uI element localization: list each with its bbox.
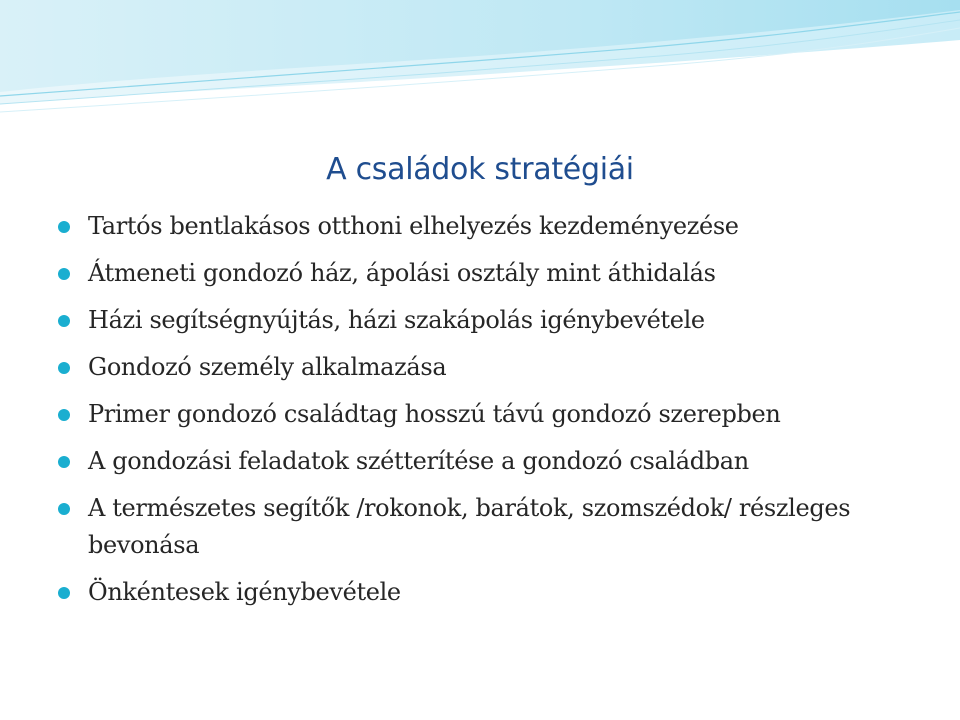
bullet-text: Primer gondozó családtag hosszú távú gondozó szerepben — [88, 400, 781, 428]
bullet-text: Házi segítségnyújtás, házi szakápolás igénybevétele — [88, 306, 705, 334]
bullet-item — [58, 443, 938, 480]
bullet-list — [58, 208, 938, 621]
bullet-item — [58, 302, 938, 339]
bullet-item — [58, 349, 938, 386]
bullet-text: Átmeneti gondozó ház, ápolási osztály mint áthidalás — [88, 259, 716, 287]
bullet-item — [58, 255, 938, 292]
bullet-text: A természetes segítők /rokonok, barátok, szomszédok/ részleges bevonása — [88, 494, 851, 559]
bullet-item — [58, 208, 938, 245]
bullet-text: Önkéntesek igénybevétele — [88, 578, 401, 606]
bullet-text: A gondozási feladatok szétterítése a gondozó családban — [88, 447, 749, 475]
bullet-dot-icon — [58, 587, 70, 599]
bullet-item — [58, 574, 938, 611]
bullet-dot-icon — [58, 409, 70, 421]
bullet-dot-icon — [58, 315, 70, 327]
slide-title: A családok stratégiái — [326, 152, 634, 187]
bullet-dot-icon — [58, 456, 70, 468]
bullet-item — [58, 396, 938, 433]
bullet-text: Tartós bentlakásos otthoni elhelyezés kezdeményezése — [88, 212, 739, 240]
header-wave-decoration — [0, 0, 960, 130]
bullet-dot-icon — [58, 221, 70, 233]
bullet-dot-icon — [58, 268, 70, 280]
bullet-text: Gondozó személy alkalmazása — [88, 353, 447, 381]
bullet-item — [58, 490, 938, 564]
bullet-dot-icon — [58, 362, 70, 374]
bullet-dot-icon — [58, 503, 70, 515]
